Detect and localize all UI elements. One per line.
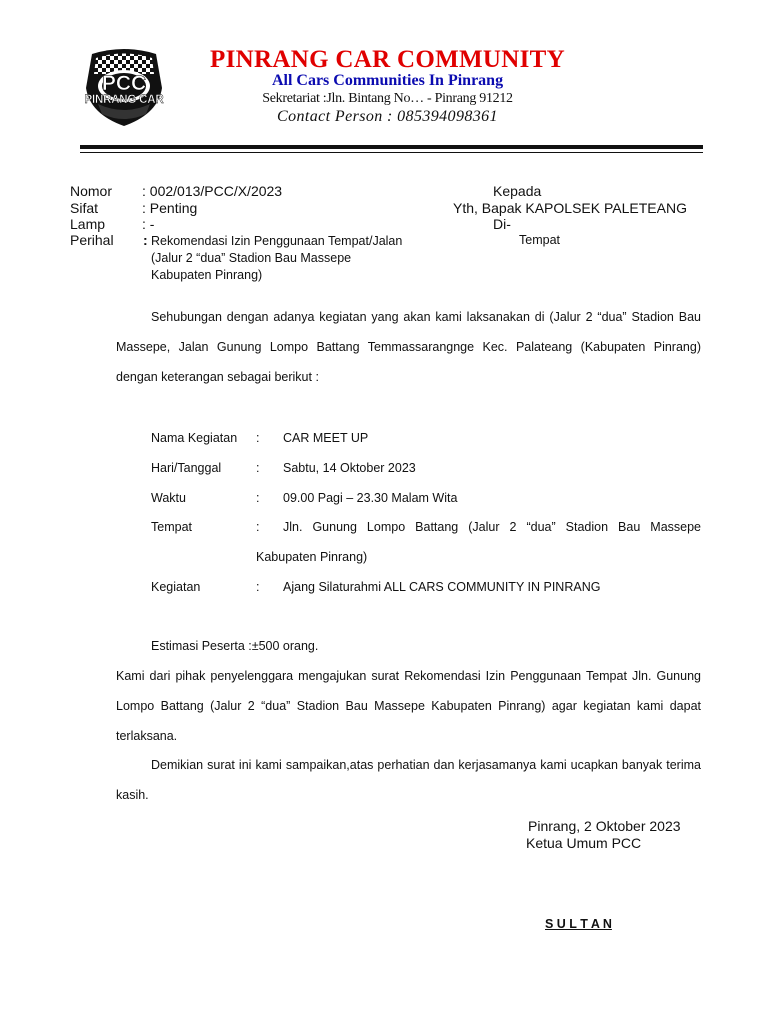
org-name: PINRANG CAR COMMUNITY <box>210 46 565 73</box>
lamp-label: Lamp <box>70 216 106 232</box>
estimasi-peserta: Estimasi Peserta :±500 orang. <box>151 639 319 653</box>
recipient-kepada: Kepada <box>493 183 542 199</box>
request-paragraph: Kami dari pihak penyelenggara mengajukan surat Rekomendasi Izin Penggunaan Tempat Jln. Gunung Lompo Battang (Jalur 2 “dua” Stadion Bau Massepe Kabupaten Pinrang) agar kegiatan kami dapat terlaksana. <box>116 669 701 743</box>
nomor-label: Nomor <box>70 183 113 199</box>
logo-letters: PCC <box>101 72 147 95</box>
kegiatan-value: Ajang Silaturahmi ALL CARS COMMUNITY IN PINRANG <box>283 580 601 594</box>
tempat-colon: : <box>256 520 260 534</box>
waktu-label: Waktu <box>151 491 186 505</box>
kegiatan-label: Kegiatan <box>151 580 201 594</box>
signature-place-date: Pinrang, 2 Oktober 2023 <box>528 818 681 834</box>
lamp-value: : - <box>142 216 155 232</box>
recipient-name: Yth, Bapak KAPOLSEK PALETEANG <box>453 200 687 216</box>
signature-name: S U L T A N <box>545 917 612 931</box>
nama-kegiatan-value: CAR MEET UP <box>283 431 369 445</box>
recipient-tempat: Tempat <box>519 233 560 247</box>
waktu-value: 09.00 Pagi – 23.30 Malam Wita <box>283 491 458 505</box>
org-contact: Contact Person : 085394098361 <box>277 108 498 125</box>
nama-kegiatan-colon: : <box>256 431 260 445</box>
kegiatan-colon: : <box>256 580 260 594</box>
org-tagline: All Cars Communities In Pinrang <box>271 72 504 89</box>
closing-paragraph: Demikian surat ini kami sampaikan,atas perhatian dan kerjasamanya kami ucapkan banyak terima kasih. <box>116 758 701 802</box>
perihal-line-3: Kabupaten Pinrang) <box>151 268 263 282</box>
sifat-label: Sifat <box>70 200 99 216</box>
header-rule-thin <box>80 152 703 153</box>
header-rule-thick <box>80 145 703 149</box>
recipient-di: Di- <box>493 216 511 232</box>
waktu-colon: : <box>256 491 260 505</box>
logo-text: PINRANG CAR <box>84 94 164 106</box>
perihal-label: Perihal <box>70 232 114 248</box>
hari-tanggal-value: Sabtu, 14 Oktober 2023 <box>283 461 416 475</box>
intro-paragraph: Sehubungan dengan adanya kegiatan yang akan kami laksanakan di (Jalur 2 “dua” Stadion Bau Massepe, Jalan Gunung Lompo Battang Temmassarangnge Kec. Palateang (Kabupaten Pinrang) dengan keterangan sebagai berikut : <box>116 310 701 384</box>
perihal-colon: : <box>143 232 148 248</box>
nama-kegiatan-label: Nama Kegiatan <box>151 431 238 445</box>
hari-tanggal-label: Hari/Tanggal <box>151 461 222 475</box>
hari-tanggal-colon: : <box>256 461 260 475</box>
tempat-value-line-1: Jln. Gunung Lompo Battang (Jalur 2 “dua” Stadion Bau Massepe <box>283 520 701 534</box>
perihal-line-2: (Jalur 2 “dua” Stadion Bau Massepe <box>151 251 352 265</box>
org-address: Sekretariat :Jln. Bintang No… - Pinrang 91212 <box>262 91 513 106</box>
signature-position: Ketua Umum PCC <box>526 835 642 851</box>
perihal-line-1: Rekomendasi Izin Penggunaan Tempat/Jalan <box>151 234 403 248</box>
nomor-value: : 002/013/PCC/X/2023 <box>142 183 283 199</box>
tempat-label: Tempat <box>151 520 192 534</box>
sifat-value: : Penting <box>142 200 198 216</box>
tempat-value-line-2: Kabupaten Pinrang) <box>256 550 368 564</box>
